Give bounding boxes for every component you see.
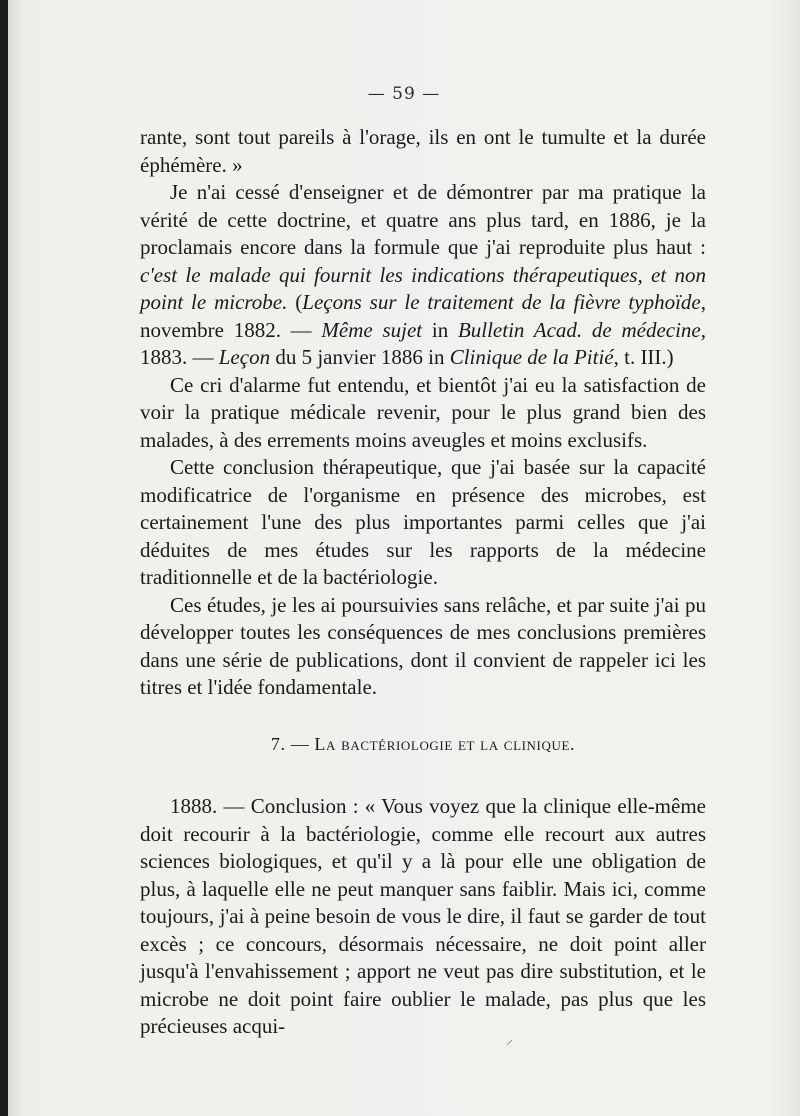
text-run: Ce cri d'alarme fut entendu, et bientôt j'ai eu la satisfaction de voir la pratique médicale revenir, pour le plus grand bien des malades, à des errements moins aveugles et moins exclusifs. [140,372,706,452]
text-run: , t. III.) [613,345,674,369]
section-number: 7. — [270,734,310,754]
paragraph [140,793,706,1041]
paragraph [140,454,706,592]
paragraph [140,124,706,179]
text-run: ( [287,290,303,314]
text-run: Cette conclusion thérapeutique, que j'ai basée sur la capacité modificatrice de l'organisme en présence des microbes, est certainement l'une des plus importantes parmi celles que j'ai déduites de mes études sur les rapports de la médecine traditionnelle et de la bactériologie. [140,455,706,589]
paragraph [140,592,706,702]
italic-run: Clinique de la Pitié [449,345,614,369]
stray-ink-mark: ⸝ [506,1032,513,1048]
page-number: — 59 — [367,84,441,104]
text-run: du 5 janvier 1886 in [270,345,450,369]
text-run: Je n'ai cessé d'enseigner et de démontrer par ma pratique la vérité de cette doctrine, et quatre ans plus tard, en 1886, je la proclamais encore dans la formule que j'ai reproduite plus haut : [140,180,706,259]
italic-run: c'est le malade qui fournit les indications thérapeutiques, et non point le microbe. [140,262,706,314]
section-heading [140,734,706,755]
paragraph [140,179,706,372]
body-text-bottom [140,793,706,1041]
text-run: in [422,317,458,342]
text-run: 1888. — Conclusion : « Vous voyez que la clinique elle-même doit recourir à la bactériologie, comme elle recourt aux autres sciences biologiques, et qu'il y a là pour elle une obligation de plus, à laquelle elle ne peut manquer sans faiblir. Mais ici, comme toujours, j'ai à peine besoin de vous le dire, il faut se garder de tout excès ; ce concours, désormais nécessaire, ne doit point aller jusqu'à l'envahissement ; apport ne veut pas dire substitution, et le microbe ne doit point faire oublier le malade, pas plus que les précieuses acqui- [140,794,706,1038]
paragraph [140,372,706,455]
italic-run: Leçon [218,345,271,369]
document-page [8,0,800,1116]
text-run: Ces études, je les ai poursuivies sans relâche, et par suite j'ai pu développer toutes les conséquences de mes conclusions premières dans une série de publications, dont il convient de rappeler ici les titres et l'idée fondamentale. [140,592,706,699]
section-title: La bactériologie et la clinique. [314,734,576,754]
italic-run: Bulletin Acad. de médecine [457,317,701,342]
text-run: , novembre 1882. — [140,290,706,342]
italic-run: Leçons sur le traitement de la fièvre typhoïde [302,290,701,314]
text-run: , 1883. — [140,317,706,369]
body-text-top [140,124,706,702]
italic-run: Même sujet [321,317,423,342]
text-run: rante, sont tout pareils à l'orage, ils en ont le tumulte et la durée éphémère. » [140,125,706,177]
